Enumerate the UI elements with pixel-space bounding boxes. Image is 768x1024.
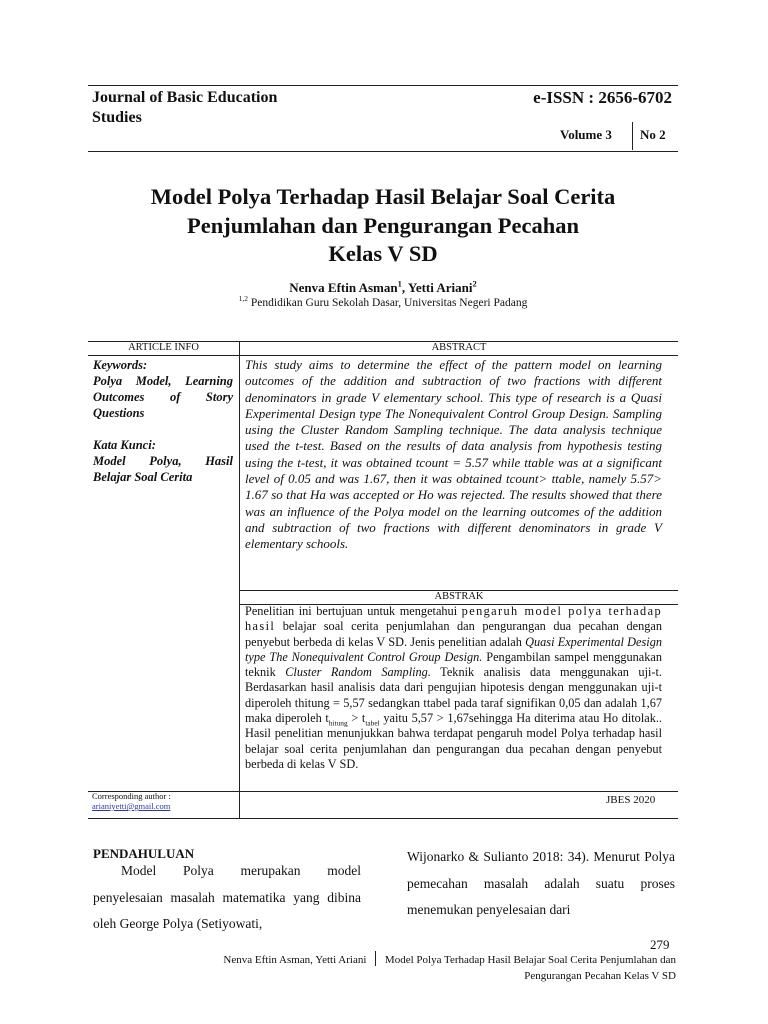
header-bottom-rule	[88, 151, 678, 152]
page-number: 279	[650, 937, 670, 952]
sub-tabel: tabel	[365, 718, 380, 728]
article-info-label: ARTICLE INFO	[128, 342, 199, 353]
keywords-block	[93, 357, 233, 485]
footer-title-2: Pengurangan Pecahan Kelas V SD	[524, 970, 676, 982]
footer-title-1: Model Polya Terhadap Hasil Belajar Soal Cerita Penjumlahan dan	[384, 954, 676, 966]
abstrak-part: belajar soal cerita penjumlahan dan pengurangan dua pecahan dengan penyebut berbeda di kelas V SD. Jenis penelitian adalah	[245, 619, 662, 649]
abstrak-label: ABSTRAK	[434, 591, 484, 602]
author-2-sup: 2	[472, 278, 477, 289]
right-column-text: Wijonarko & Sulianto 2018: 34). Menurut Polya pemecahan masalah adalah suatu proses menemukan penyelesaian dari	[407, 849, 675, 917]
abstrak-part: Penelitian ini bertujuan untuk mengetahui	[245, 604, 462, 618]
issn: e-ISSN : 2656-6702	[533, 88, 672, 107]
abstrak-part: Teknik analisis data menggunakan uji-t. Berdasarkan hasil analisis data dari pengujian hipotesis dengan menggunakan uji-t diperoleh thitung = 5,57 sedangkan ttabel pada taraf signifikan 0,05 dan adalah 1,67 maka diperoleh t	[245, 665, 662, 726]
abstrak-italic: Cluster Random Sampling.	[285, 665, 431, 680]
authors: Nenva Eftin Asman$^1$, Yetti Ariani$^2$	[289, 278, 477, 295]
affiliation-text: Pendidikan Guru Sekolah Dasar, Universitas Negeri Padang	[250, 297, 528, 309]
abstrak-part: yaitu 5,57 > 1,67sehingga Ha diterima atau Ho ditolak.. Hasil penelitian menunjukkan bahwa terdapat pengaruh model Polya terhadap hasil belajar soal cerita penjumlahan dan pengurangan dua pecahan dengan penyebut berbeda di kelas V SD.	[245, 711, 662, 771]
title-line: Model Polya Terhadap Hasil Belajar Soal Cerita	[150, 184, 616, 209]
abstrak-italic: Quasi Experimental Design type The Nonequivalent Control Group Design.	[245, 634, 662, 664]
keywords: Polya Model, Learning Outcomes of Story Questions	[93, 374, 233, 420]
kata-kunci: Model Polya, Hasil Belajar Soal Cerita	[93, 454, 233, 484]
section-heading: PENDAHULUAN	[93, 846, 195, 861]
keywords-label: Keywords:	[93, 358, 148, 372]
footer-separator	[375, 951, 376, 966]
paper-title	[88, 183, 678, 269]
volume-separator	[632, 122, 633, 150]
corresponding-author	[92, 791, 171, 811]
footer-authors: Nenva Eftin Asman, Yetti Ariani	[223, 954, 367, 966]
author-2: Yetti Ariani	[407, 280, 473, 295]
left-paragraph: Model Polya merupakan model penyelesaian masalah matematika yang dibina oleh George Polya (Setiyowati,	[93, 863, 361, 931]
author-1: Nenva Eftin Asman	[289, 280, 398, 295]
box-footer-rule	[88, 791, 678, 792]
corresponding-email[interactable]: arianiyetti@gmail.com	[92, 801, 171, 811]
left-column-text	[93, 858, 361, 938]
title-line: Kelas V SD	[328, 241, 438, 266]
abstrak-part: Pengambilan sampel menggunakan teknik	[245, 649, 662, 680]
sub-hitung: hitung	[328, 718, 348, 728]
kata-kunci-label: Kata Kunci:	[93, 438, 156, 452]
header-top-rule	[88, 85, 678, 86]
author-1-sup: 1	[397, 278, 402, 289]
affiliation-sup: 1,2	[238, 294, 249, 304]
volume: Volume 3	[560, 127, 612, 142]
abstrak-spaced: pengaruh model polya terhadap hasil	[245, 604, 663, 634]
box-bottom-rule	[88, 818, 678, 819]
running-footer	[140, 951, 676, 984]
box-column-divider	[239, 341, 240, 819]
corresponding-label: Corresponding author :	[92, 791, 171, 801]
affiliation	[88, 294, 678, 309]
box-caption-rule	[88, 355, 678, 356]
abstrak-text	[245, 604, 662, 772]
abstrak-part: > t	[347, 711, 366, 726]
issue-number: No 2	[640, 127, 666, 142]
journal-name: Journal of Basic Education Studies	[92, 89, 278, 126]
abstract-label: ABSTRACT	[431, 342, 487, 353]
jbes-year: JBES 2020	[606, 794, 656, 806]
title-line: Penjumlahan dan Pengurangan Pecahan	[187, 212, 579, 238]
abstract-text: This study aims to determine the effect of the pattern model on learning outcomes of the addition and subtraction of two fractions with different denominators in grade V elementary school. This type of research is a Quasi Experimental Design type The Nonequivalent Control Group Design. Sampling using the Cluster Random Sampling technique. The data analysis technique used the t-test. Based on the results of data analysis from hypothesis testing using the t-test, it was obtained tcount = 5.57 while ttable was at a significant level of 0.05 and was 1.67, then it was obtained tcount> ttable, namely 5.57> 1.67 so that Ha was accepted or Ho was rejected. The results showed that there was an influence of the Polya model on the learning outcomes of the addition and subtraction of two fractions with different denominators in grade V elementary schools.	[245, 357, 662, 552]
